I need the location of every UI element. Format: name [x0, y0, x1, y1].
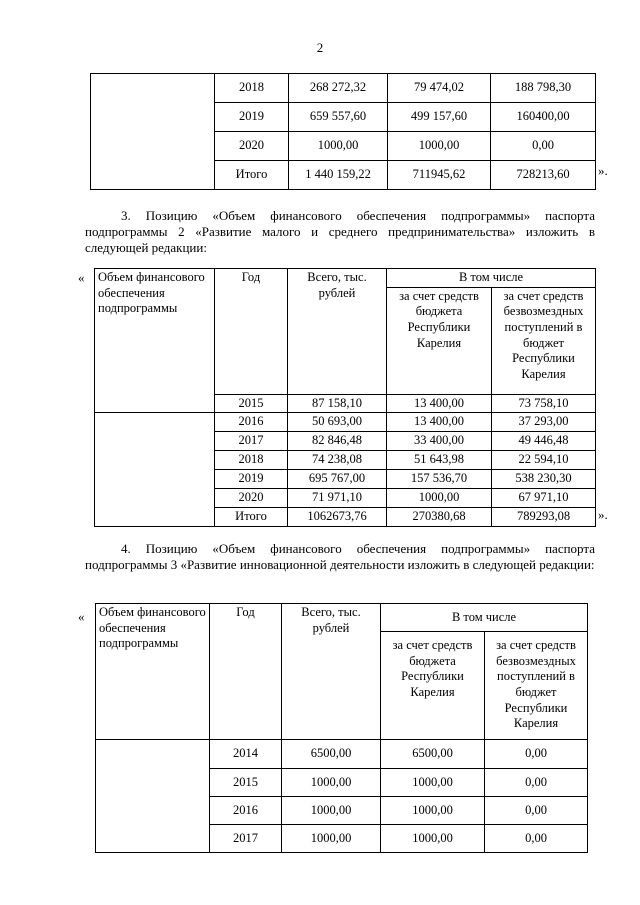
table-cell: 67 971,10 — [492, 489, 596, 508]
table-cell: 2017 — [210, 825, 282, 853]
table2-label-filler — [95, 413, 215, 527]
table-cell: 79 474,02 — [388, 74, 491, 103]
table-cell: 13 400,00 — [387, 413, 492, 432]
table-cell: 2017 — [215, 432, 288, 451]
table-cell-total: 1 440 159,22 — [289, 161, 388, 190]
financing-table-subprogram-3 — [95, 603, 588, 853]
including-header: В том числе — [381, 604, 588, 632]
table-cell: 0,00 — [485, 797, 588, 825]
table-cell: 0,00 — [485, 825, 588, 853]
table-cell: 50 693,00 — [288, 413, 387, 432]
table-cell: 538 230,30 — [492, 470, 596, 489]
table-cell: 157 536,70 — [387, 470, 492, 489]
including-header: В том числе — [387, 269, 596, 288]
republic-budget-header: за счет средств бюджета Республики Карелия — [381, 632, 485, 740]
table-cell: 1000,00 — [282, 797, 381, 825]
year-header: Год — [210, 604, 282, 740]
table-cell: 188 798,30 — [491, 74, 596, 103]
table-cell: 51 643,98 — [387, 451, 492, 470]
table-cell-total: 789293,08 — [492, 508, 596, 527]
table-cell: 695 767,00 — [288, 470, 387, 489]
table-cell: 2014 — [210, 740, 282, 769]
table1-label-cell — [91, 74, 215, 190]
closing-quote: ». — [598, 507, 608, 522]
table-continuation — [90, 73, 596, 190]
table-cell: 2016 — [210, 797, 282, 825]
table-cell: 2015 — [210, 769, 282, 797]
paragraph-4: 4. Позицию «Объем финансового обеспечения подпрограммы» паспорта подпрограммы 3 «Развитие инновационной деятельности изложить в следующей редакции: — [85, 541, 595, 572]
table-cell: 6500,00 — [381, 740, 485, 769]
table-cell: 2020 — [215, 132, 289, 161]
table-cell: 22 594,10 — [492, 451, 596, 470]
financing-label: Объем финансового обеспечения подпрограммы — [96, 604, 210, 740]
table-cell: 268 272,32 — [289, 74, 388, 103]
table-cell: 87 158,10 — [288, 394, 387, 413]
total-header: Всего, тыс. рублей — [288, 269, 387, 395]
table-cell: 499 157,60 — [388, 103, 491, 132]
table-cell: 2019 — [215, 470, 288, 489]
table-cell: 160400,00 — [491, 103, 596, 132]
table-cell-total: 728213,60 — [491, 161, 596, 190]
table-cell: 1000,00 — [282, 769, 381, 797]
table-cell: 1000,00 — [381, 825, 485, 853]
table-cell: 2019 — [215, 103, 289, 132]
table-cell: 82 846,48 — [288, 432, 387, 451]
opening-quote: « — [78, 270, 85, 285]
table-cell: 1000,00 — [381, 797, 485, 825]
table-cell: 0,00 — [485, 740, 588, 769]
table-cell-total: 270380,68 — [387, 508, 492, 527]
table-cell: 1000,00 — [388, 132, 491, 161]
closing-quote: ». — [598, 163, 608, 178]
page-number: 2 — [316, 40, 324, 55]
year-header: Год — [215, 269, 288, 395]
gratuitous-receipts-header: за счет средств безвозмездных поступлений в бюджет Республики Карелия — [492, 287, 596, 394]
paragraph-3: 3. Позицию «Объем финансового обеспечения подпрограммы» паспорта подпрограммы 2 «Развитие малого и среднего предпринимательства» изложить в следующей редакции: — [85, 208, 595, 255]
table3-label-filler — [96, 740, 210, 853]
table-cell: 1000,00 — [387, 489, 492, 508]
table-cell: 2018 — [215, 74, 289, 103]
table-cell: 6500,00 — [282, 740, 381, 769]
table-cell: 37 293,00 — [492, 413, 596, 432]
table-cell-total: 711945,62 — [388, 161, 491, 190]
table-cell-total: Итого — [215, 161, 289, 190]
table-cell: 71 971,10 — [288, 489, 387, 508]
table-cell-total: 1062673,76 — [288, 508, 387, 527]
table-cell: 1000,00 — [289, 132, 388, 161]
table-cell: 0,00 — [491, 132, 596, 161]
table-cell: 1000,00 — [381, 769, 485, 797]
table-cell-total: Итого — [215, 508, 288, 527]
table-cell: 73 758,10 — [492, 394, 596, 413]
table-cell: 659 557,60 — [289, 103, 388, 132]
table-cell: 33 400,00 — [387, 432, 492, 451]
financing-label: Объем финансового обеспечения подпрограммы — [95, 269, 215, 413]
table-cell: 2020 — [215, 489, 288, 508]
table-cell: 0,00 — [485, 769, 588, 797]
gratuitous-receipts-header: за счет средств безвозмездных поступлений в бюджет Республики Карелия — [485, 632, 588, 740]
opening-quote: « — [78, 609, 85, 624]
total-header: Всего, тыс. рублей — [282, 604, 381, 740]
table-cell: 2018 — [215, 451, 288, 470]
table-cell: 13 400,00 — [387, 394, 492, 413]
republic-budget-header: за счет средств бюджета Республики Карелия — [387, 287, 492, 394]
table-cell: 2015 — [215, 394, 288, 413]
financing-table-subprogram-2 — [94, 268, 596, 527]
table-cell: 74 238,08 — [288, 451, 387, 470]
table-cell: 49 446,48 — [492, 432, 596, 451]
table-cell: 1000,00 — [282, 825, 381, 853]
table-cell: 2016 — [215, 413, 288, 432]
